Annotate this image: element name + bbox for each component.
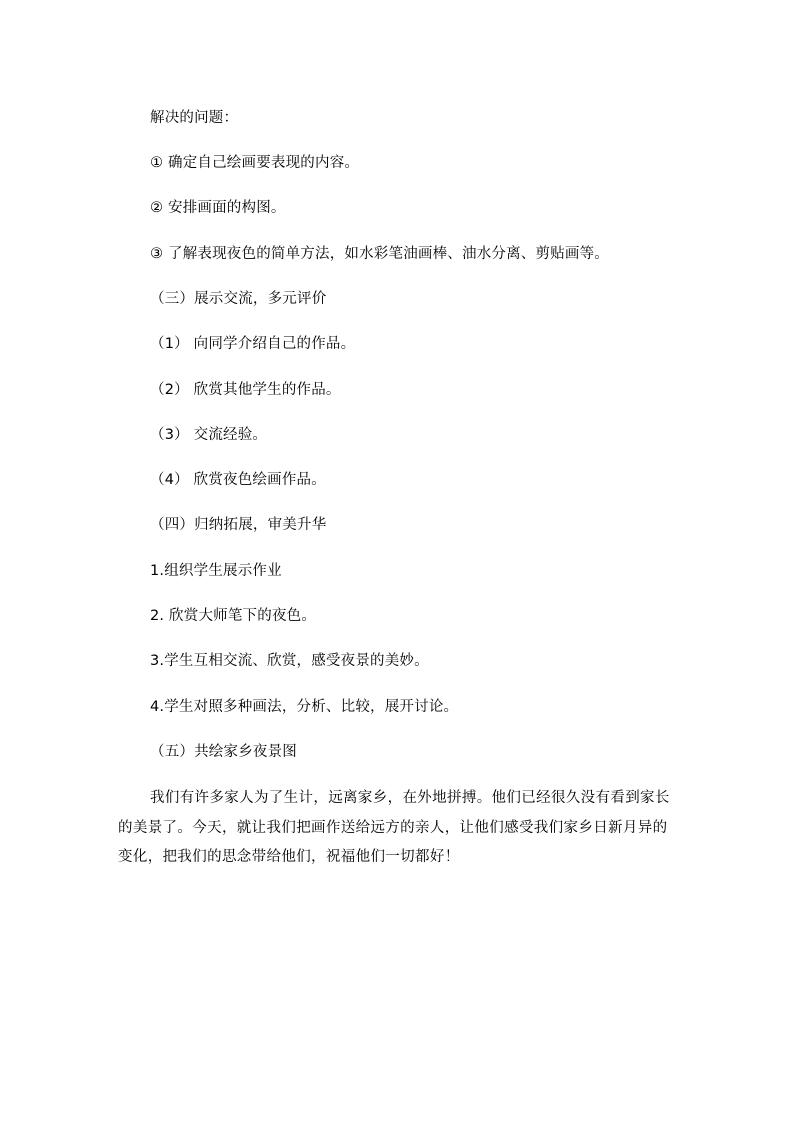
list-item: ③ 了解表现夜色的简单方法，如水彩笔油画棒、油水分离、剪贴画等。 [150, 246, 610, 262]
list-item: 1.组织学生展示作业 [150, 563, 282, 579]
list-item: （1） 向同学介绍自己的作品。 [150, 336, 356, 352]
section-heading-5: （五）共绘家乡夜景图 [150, 744, 297, 760]
body-paragraph [118, 784, 678, 873]
paragraph-text: 我们有许多家人为了生计，远离家乡，在外地拼搏。他们已经很久没有看到家长的美景了。今天，就让我们把画作送给远方的亲人，让他们感受我们家乡日新月异的变化，把我们的思念带给他们，祝福他们一切都好！ [118, 790, 670, 865]
list-item: ① 确定自己绘画要表现的内容。 [150, 155, 360, 171]
list-item: 3.学生互相交流、欣赏，感受夜景的美妙。 [150, 653, 429, 669]
section-heading-3: （三）展示交流，多元评价 [150, 291, 327, 307]
section-heading-problems: 解决的问题： [150, 110, 239, 126]
list-item: 4.学生对照多种画法，分析、比较，展开讨论。 [150, 699, 459, 715]
section-heading-4: （四）归纳拓展，审美升华 [150, 517, 327, 533]
list-item: （3） 交流经验。 [150, 427, 268, 443]
list-item: （4） 欣赏夜色绘画作品。 [150, 472, 326, 488]
list-item: （2） 欣赏其他学生的作品。 [150, 382, 341, 398]
list-item: ② 安排画面的构图。 [150, 200, 286, 216]
list-item: 2. 欣赏大师笔下的夜色。 [150, 608, 317, 624]
